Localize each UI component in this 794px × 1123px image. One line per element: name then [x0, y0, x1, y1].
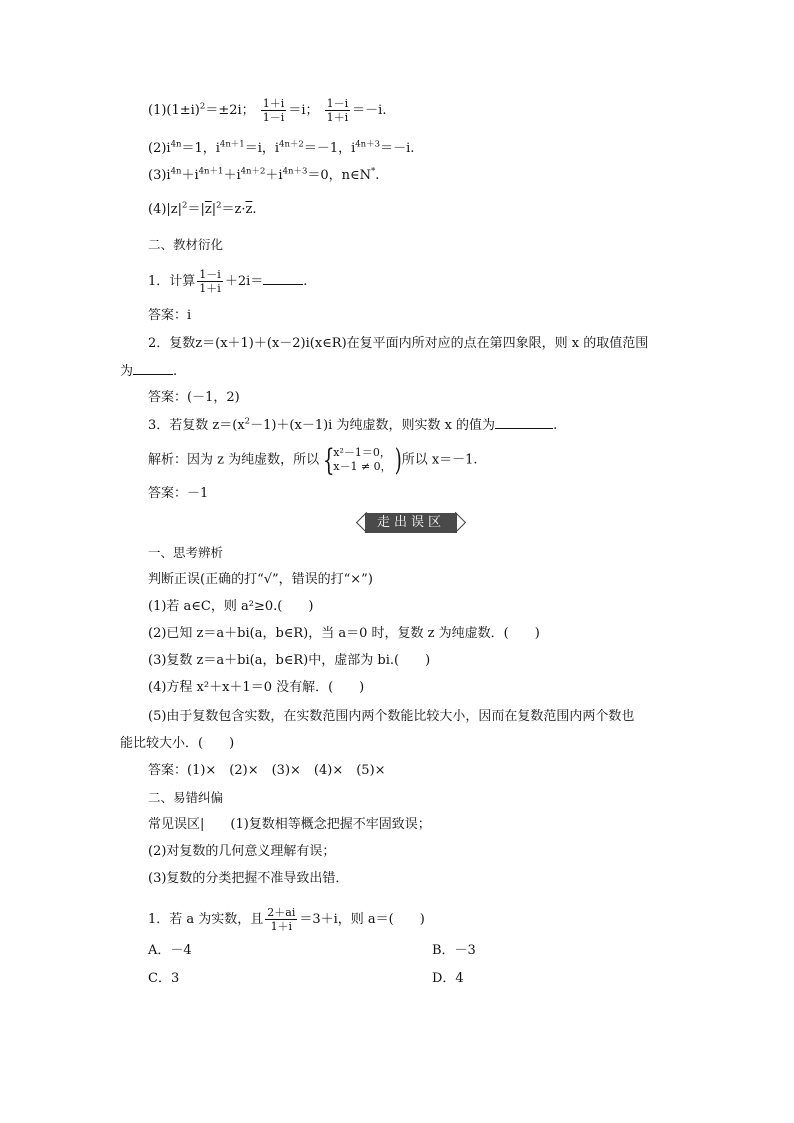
p3-e2: 4n＋1 [198, 166, 224, 177]
choice-c: C．3 [148, 971, 180, 986]
judge-item-2: (2)已知 z＝a＋bi(a，b∈R)，当 a＝0 时，复数 z 为纯虚数．( ) [148, 626, 540, 641]
textbook-answer-2: 答案：(－1，2) [148, 390, 240, 405]
tq3-post: －1)＋(x－1)i 为纯虚数，则实数 x 的值为 [250, 418, 496, 433]
p2-c: ＝i，i [244, 141, 280, 156]
judge-item-1: (1)若 a∈C，则 a²≥0.( ) [148, 599, 314, 614]
eq1-pre: 1．若 a 为实数，且 [148, 912, 264, 927]
judge-answer: 答案：(1)× (2)× (3)× (4)× (5)× [148, 763, 386, 778]
common-error-2: (2)对复数的几何意义理解有误； [148, 844, 336, 859]
p3-e5: * [371, 166, 376, 177]
eq1-fraction [265, 906, 297, 933]
common-error-3: (3)复数的分类把握不准导致出错． [148, 871, 349, 886]
tq2-pre: 为 [120, 364, 134, 379]
p3-e3: 4n＋2 [240, 166, 266, 177]
p3-f: . [375, 168, 380, 183]
answer-blank [495, 416, 553, 429]
banner-left-arrow-icon [355, 512, 365, 534]
p3-c: ＋i [223, 168, 241, 183]
p2-e1: 4n [170, 139, 182, 150]
p4-c: | [211, 202, 217, 217]
textbook-question-3 [148, 416, 557, 435]
p1-f1-res: ＝i； [288, 103, 319, 118]
textbook-question-2-line-1: 2．复数z＝(x＋1)＋(x－2)i(x∈R)在复平面内所对应的点在第四象限，则 x 的取值范围 [148, 336, 649, 351]
p2-e4: 4n＋3 [355, 139, 381, 150]
tq3-end: . [553, 418, 558, 433]
textbook-answer-1: 答案：i [148, 308, 192, 323]
p1-f2-res: ＝－i. [352, 103, 387, 118]
ts3-pre: 解析：因为 z 为纯虚数，所以 [148, 452, 320, 468]
choice-d: D．4 [432, 971, 464, 986]
section-heading-textbook: 二、教材衍化 [148, 237, 224, 252]
judge-instruction: 判断正误(正确的打“√”，错误的打“×”) [148, 572, 373, 587]
p4-f: . [252, 202, 257, 217]
p1-f1-num: 1＋i [262, 97, 285, 110]
right-brace-icon: ) [394, 443, 402, 478]
system-row-1: x²－1＝0， [333, 446, 391, 459]
p2-e3: 4n＋2 [279, 139, 304, 150]
property-4 [148, 201, 257, 219]
p2-a: (2)i [148, 141, 171, 156]
p4-e1: 2 [182, 200, 188, 211]
eq1-post: ＝3＋i，则 a＝( ) [299, 912, 425, 927]
tq1-end: . [303, 274, 308, 289]
error-question-1 [148, 906, 425, 933]
textbook-answer-3: 答案：－1 [148, 486, 209, 501]
left-brace-icon: { [323, 443, 335, 478]
property-3 [148, 167, 379, 185]
tq3-exp: 2 [244, 416, 251, 427]
p4-b: ＝| [187, 202, 205, 217]
p3-d: ＋i [265, 168, 283, 183]
p1-fraction-2 [325, 97, 351, 124]
p1-f2-den: 1＋i [326, 111, 349, 124]
answer-blank [263, 272, 303, 285]
banner-label: 走出误区 [365, 513, 457, 533]
p1-fraction-1 [261, 97, 287, 124]
section-banner [355, 512, 467, 534]
tq1-num: 1－i [199, 268, 221, 281]
textbook-question-2-line-2 [120, 362, 177, 381]
p3-e4: 4n＋3 [282, 166, 308, 177]
equation-system [323, 443, 402, 478]
p4-e2: 2 [216, 200, 222, 211]
eq1-num: 2＋ai [267, 906, 296, 919]
textbook-question-1 [148, 268, 307, 295]
p2-e2: 4n＋1 [219, 139, 245, 150]
tq3-pre: 3．若复数 z＝(x [148, 418, 245, 433]
tq2-end: . [173, 364, 178, 379]
tq1-pre: 1．计算 [148, 274, 196, 289]
system-row-2: x－1 ≠ 0， [333, 460, 392, 473]
p4-a: (4)|z| [148, 202, 183, 217]
eq1-den: 1＋i [270, 920, 293, 933]
p3-e1: 4n [170, 166, 182, 177]
p4-zbar-1: $\overline{z}$ [204, 202, 212, 217]
p2-b: ＝1，i [181, 141, 220, 156]
tq1-fraction [197, 268, 223, 295]
choice-b: B．－3 [432, 943, 476, 958]
judge-item-3: (3)复数 z＝a＋bi(a，b∈R)中，虚部为 bi.( ) [148, 653, 431, 668]
judge-item-5-line-1: (5)由于复数包含实数，在实数范围内两个数能比较大小，因而在复数范围内两个数也 [148, 709, 635, 724]
judge-item-4: (4)方程 x²＋x＋1＝0 没有解．( ) [148, 680, 365, 695]
ts3-post: 所以 x＝－1. [401, 452, 478, 468]
section-heading-errors: 二、易错纠偏 [148, 790, 224, 805]
p3-e: ＝0，n∈N [307, 168, 372, 183]
p1-mid: ＝±2i； [205, 103, 255, 118]
p1-exp: 2 [199, 101, 206, 112]
p3-b: ＋i [181, 168, 199, 183]
banner-right-arrow-icon [457, 512, 467, 534]
property-2 [148, 140, 414, 158]
p4-d: ＝z· [221, 202, 246, 217]
tq1-post: ＋2i＝ [224, 274, 264, 289]
answer-blank [133, 362, 173, 375]
property-1 [148, 97, 386, 124]
tq1-den: 1＋i [199, 282, 221, 295]
p2-d: ＝－1，i [303, 141, 356, 156]
p1-f2-num: 1－i [326, 97, 349, 110]
common-error-1: 常见误区| (1)复数相等概念把握不牢固致误； [148, 817, 431, 832]
p1-prefix: (1)(1±i) [148, 103, 200, 118]
p2-e: ＝－i. [380, 141, 415, 156]
choice-a: A．－4 [148, 943, 192, 958]
p4-zbar-2: $\overline{z}$ [245, 202, 253, 217]
textbook-solution-3 [148, 443, 478, 478]
section-heading-thinking: 一、思考辨析 [148, 545, 224, 560]
judge-item-5-line-2: 能比较大小．( ) [120, 736, 235, 751]
p3-a: (3)i [148, 168, 171, 183]
p1-f1-den: 1－i [262, 111, 285, 124]
